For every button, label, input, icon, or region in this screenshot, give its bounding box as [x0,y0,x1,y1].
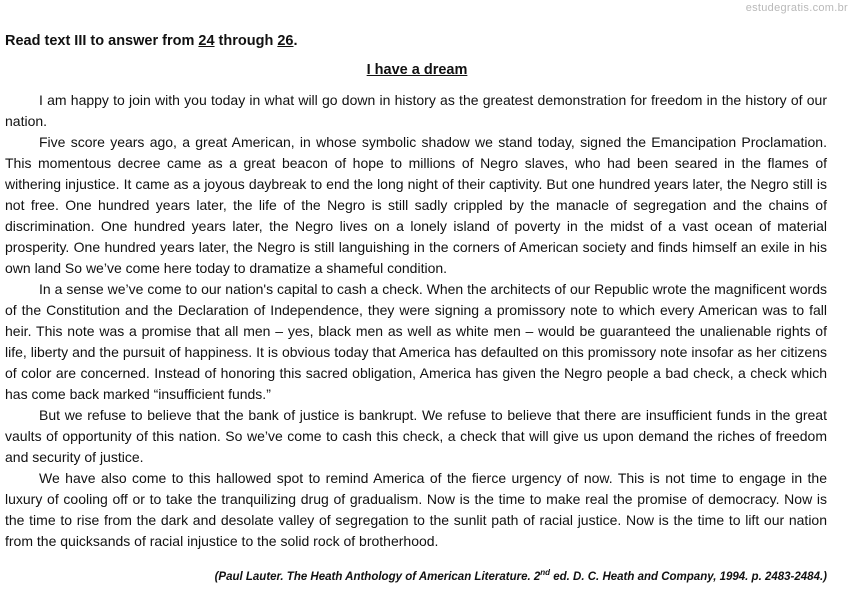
paragraph-2: Five score years ago, a great American, in whose symbolic shadow we stand today, signed the Emancipation Proclamation. This momentous decree came as a great beacon of hope to millions of Negro slaves, who had been seared in the flames of withering injustice. It came as a joyous daybreak to end the long night of their captivity. But one hundred years later, the Negro still is not free. One hundred years later, the life of the Negro is still sadly crippled by the manacle of segregation and the chains of discrimination. One hundred years later, the Negro lives on a lonely island of poverty in the midst of a vast ocean of material prosperity. One hundred years later, the Negro is still languishing in the corners of American society and finds himself an exile in his own land So we’ve come here today to dramatize a shameful condition. [5,134,827,276]
instruction-suffix: . [293,33,298,49]
instruction-prefix: Read text III to answer from [5,33,199,49]
instruction-from-number: 24 [198,33,215,49]
instruction-middle: through [214,33,278,49]
watermark: estudegratis.com.br [745,2,848,14]
paragraph-1: I am happy to join with you today in what will go down in history as the greatest demonstration for freedom in the history of our nation. [5,92,827,129]
paragraph-3: In a sense we’ve come to our nation's capital to cash a check. When the architects of our Republic wrote the magnificent words of the Constitution and the Declaration of Independence, they were signing a promissory note to which every American was to fall heir. This note was a promise that all men – yes, black men as well as white men – would be guaranteed the unalienable rights of life, liberty and the pursuit of happiness. It is obvious today that America has defaulted on this promissory note insofar as her citizens of color are concerned. Instead of honoring this sacred obligation, America has given the Negro people a bad check, a check which has come back marked “insufficient funds.” [5,281,827,402]
instruction-to-number: 26 [277,33,294,49]
paragraph-5: We have also come to this hallowed spot to remind America of the fierce urgency of now. This is not time to engage in the luxury of cooling off or to take the tranquilizing drug of gradualism. Now is the time to make real the promise of democracy. Now is the time to rise from the dark and desolate valley of segregation to the sunlit path of racial justice. Now is the time to lift our nation from the quicksands of racial injustice to the solid rock of brotherhood. [5,470,827,549]
paragraph-4: But we refuse to believe that the bank of justice is bankrupt. We refuse to believe that there are insufficient funds in the great vaults of opportunity of this nation. So we’ve come to cash this check, a check that will give us upon demand the riches of freedom and security of justice. [5,407,827,465]
source-citation [214,568,827,583]
text-title: I have a dream [366,62,468,78]
citation-after: ed. D. C. Heath and Company, 1994. p. 2483-2484.) [550,571,827,583]
speech-text [5,90,827,552]
question-instruction [5,33,298,49]
citation-before: (Paul Lauter. The Heath Anthology of American Literature. 2 [214,571,541,583]
citation-superscript: nd [540,568,551,578]
